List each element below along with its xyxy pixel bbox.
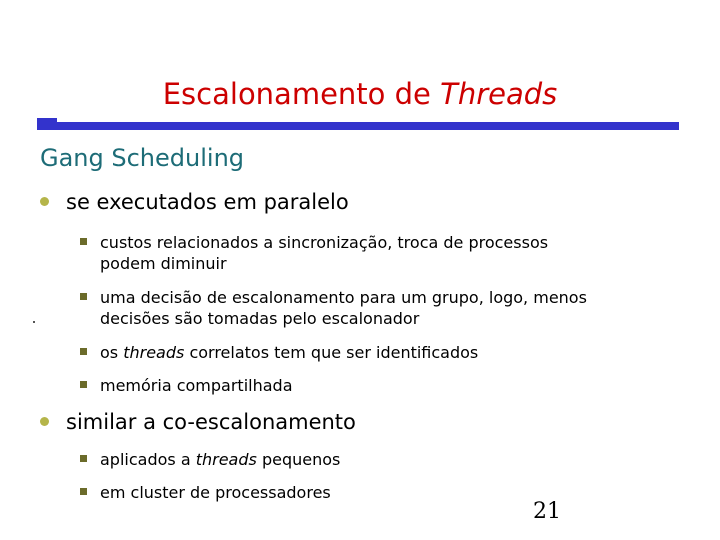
round-bullet-icon: [40, 417, 49, 426]
bullet-text: se executados em paralelo: [66, 190, 349, 214]
sub-bullet-pre: aplicados a: [100, 450, 196, 469]
square-bullet-icon: [80, 488, 87, 495]
sub-bullet-text: memória compartilhada: [100, 376, 293, 395]
slide-title-italic: Threads: [440, 77, 558, 111]
sub-bullet-line-1: uma decisão de escalonamento para um grupo, logo, menos: [100, 288, 587, 307]
sub-bullet-italic: threads: [123, 343, 185, 362]
sub-bullet-text: em cluster de processadores: [100, 483, 331, 502]
slide-title-plain: Escalonamento de: [162, 77, 441, 111]
page-number: 21: [533, 499, 561, 524]
square-bullet-icon: [80, 238, 87, 245]
slide-title: [0, 74, 720, 114]
sub-bullet-italic: threads: [195, 450, 257, 469]
sub-bullet-post: correlatos tem que ser identificados: [184, 343, 479, 362]
sub-bullet-pre: os: [100, 343, 124, 362]
sub-bullet-text: [100, 342, 478, 363]
square-bullet-icon: [80, 293, 87, 300]
square-bullet-icon: [80, 381, 87, 388]
round-bullet-icon: [40, 197, 49, 206]
sub-bullet-text: [100, 232, 548, 274]
slide-subtitle: Gang Scheduling: [40, 144, 245, 172]
sub-bullet-line-2: decisões são tomadas pelo escalonador: [100, 309, 420, 328]
sub-bullet-line-1: custos relacionados a sincronização, troca de processos: [100, 233, 549, 252]
sub-bullet-text: [100, 287, 587, 329]
sub-bullet-post: pequenos: [256, 450, 341, 469]
stray-dot: [33, 321, 35, 323]
square-bullet-icon: [80, 455, 87, 462]
bullet-text: similar a co-escalonamento: [66, 410, 356, 434]
title-rule: [37, 122, 679, 130]
square-bullet-icon: [80, 348, 87, 355]
sub-bullet-line-2: podem diminuir: [100, 254, 227, 273]
sub-bullet-text: [100, 449, 340, 470]
